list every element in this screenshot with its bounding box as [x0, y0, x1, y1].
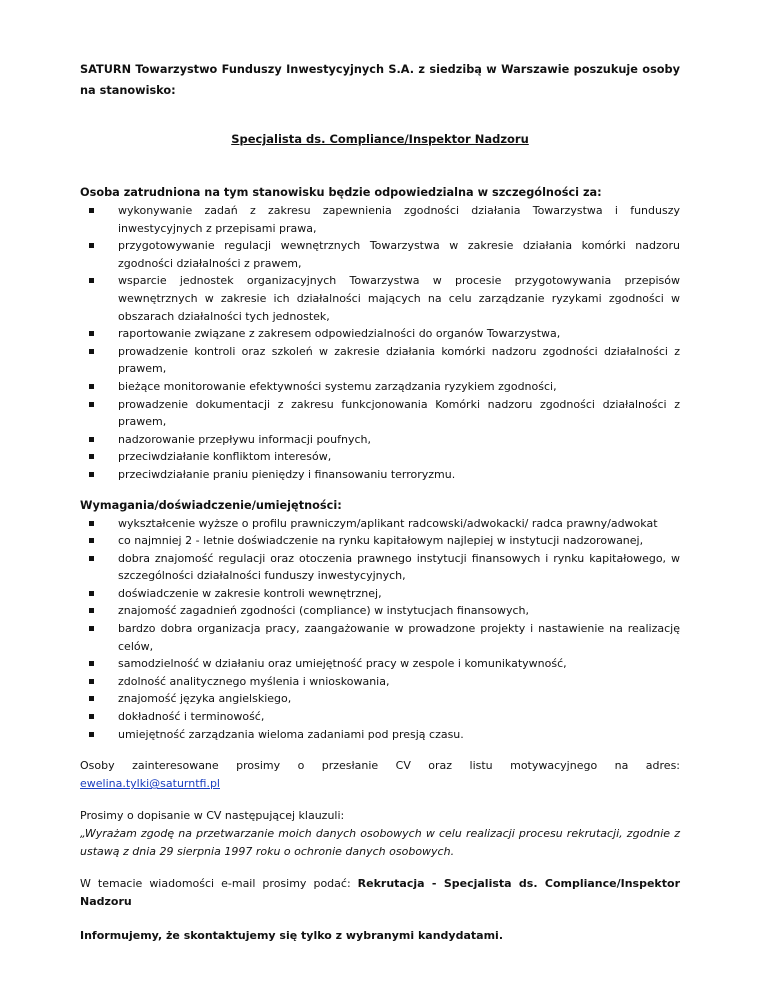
square-bullet-icon — [89, 679, 94, 684]
clause-quote: „Wyrażam zgodę na przetwarzanie moich danych osobowych w celu realizacji procesu rekrutacji, zgodnie z ustawą z dnia 29 sierpnia 1997 roku o ochronie danych osobowych. — [80, 827, 680, 859]
square-bullet-icon — [89, 278, 94, 283]
square-bullet-icon — [89, 556, 94, 561]
square-bullet-icon — [89, 349, 94, 354]
subject-prefix: W temacie wiadomości e-mail prosimy podać: — [80, 877, 351, 891]
list-item: znajomość zagadnień zgodności (compliance) w instytucjach finansowych, — [80, 602, 680, 620]
square-bullet-icon — [89, 696, 94, 701]
closing-note: Informujemy, że skontaktujemy się tylko z wybranymi kandydatami. — [80, 929, 503, 943]
list-item: prowadzenie kontroli oraz szkoleń w zakresie działania komórki nadzoru zgodności działalności z prawem, — [80, 343, 680, 378]
square-bullet-icon — [89, 714, 94, 719]
list-item: wykonywanie zadań z zakresu zapewnienia zgodności działania Towarzystwa i funduszy inwestycyjnych z przepisami prawa, — [80, 202, 680, 237]
list-item: przeciwdziałanie konfliktom interesów, — [80, 448, 680, 466]
contact-email-link[interactable]: ewelina.tylki@saturntfi.pl — [80, 777, 220, 791]
responsibilities-list — [80, 202, 680, 484]
square-bullet-icon — [89, 538, 94, 543]
intro-paragraph: SATURN Towarzystwo Funduszy Inwestycyjnych S.A. z siedzibą w Warszawie poszukuje osoby na stanowisko: — [80, 63, 680, 97]
square-bullet-icon — [89, 626, 94, 631]
square-bullet-icon — [89, 454, 94, 459]
contact-email-line — [80, 775, 680, 793]
contact-text: Osoby zainteresowane prosimy o przesłanie CV oraz listu motywacyjnego na adres: — [80, 759, 680, 773]
subject-value: Rekrutacja - Specjalista ds. Compliance/Inspektor Nadzoru — [80, 877, 680, 909]
list-item: przygotowywanie regulacji wewnętrznych Towarzystwa w zakresie działania komórki nadzoru zgodności działalności z prawem, — [80, 237, 680, 272]
list-item: prowadzenie dokumentacji z zakresu funkcjonowania Komórki nadzoru zgodności działalności z prawem, — [80, 396, 680, 431]
square-bullet-icon — [89, 437, 94, 442]
list-item: bieżące monitorowanie efektywności systemu zarządzania ryzykiem zgodności, — [80, 378, 680, 396]
list-item: wsparcie jednostek organizacyjnych Towarzystwa w procesie przygotowywania przepisów wewnętrznych w zakresie ich działalności mających na celu zarządzanie ryzykami zgodności w obszarach działalności tych jednostek, — [80, 272, 680, 325]
square-bullet-icon — [89, 243, 94, 248]
list-item: co najmniej 2 - letnie doświadczenie na rynku kapitałowym najlepiej w instytucji nadzorowanej, — [80, 532, 680, 550]
list-item: dobra znajomość regulacji oraz otoczenia prawnego instytucji finansowych i rynku kapitałowego, w szczególności działalności funduszy inwestycyjnych, — [80, 550, 680, 585]
requirements-heading: Wymagania/doświadczenie/umiejętności: — [80, 498, 342, 512]
list-item: samodzielność w działaniu oraz umiejętność pracy w zespole i komunikatywność, — [80, 655, 680, 673]
list-item: nadzorowanie przepływu informacji poufnych, — [80, 431, 680, 449]
square-bullet-icon — [89, 591, 94, 596]
subject-paragraph — [80, 875, 680, 911]
clause-section — [80, 807, 680, 861]
square-bullet-icon — [89, 521, 94, 526]
clause-intro: Prosimy o dopisanie w CV następującej klauzuli: — [80, 809, 345, 823]
job-title: Specjalista ds. Compliance/Inspektor Nadzoru — [231, 132, 529, 146]
list-item: umiejętność zarządzania wieloma zadaniami pod presją czasu. — [80, 726, 680, 744]
square-bullet-icon — [89, 331, 94, 336]
list-item: dokładność i terminowość, — [80, 708, 680, 726]
list-item: raportowanie związane z zakresem odpowiedzialności do organów Towarzystwa, — [80, 325, 680, 343]
list-item: przeciwdziałanie praniu pieniędzy i finansowaniu terroryzmu. — [80, 466, 680, 484]
list-item: bardzo dobra organizacja pracy, zaangażowanie w prowadzone projekty i nastawienie na realizację celów, — [80, 620, 680, 655]
responsibilities-heading: Osoba zatrudniona na tym stanowisku będzie odpowiedzialna w szczególności za: — [80, 186, 602, 199]
square-bullet-icon — [89, 608, 94, 613]
list-item: doświadczenie w zakresie kontroli wewnętrznej, — [80, 585, 680, 603]
square-bullet-icon — [89, 732, 94, 737]
square-bullet-icon — [89, 402, 94, 407]
list-item: zdolność analitycznego myślenia i wnioskowania, — [80, 673, 680, 691]
requirements-list — [80, 515, 680, 744]
square-bullet-icon — [89, 472, 94, 477]
square-bullet-icon — [89, 384, 94, 389]
square-bullet-icon — [89, 661, 94, 666]
square-bullet-icon — [89, 208, 94, 213]
list-item: wykształcenie wyższe o profilu prawniczym/aplikant radcowski/adwokacki/ radca prawny/adwokat — [80, 515, 680, 533]
document-page — [80, 59, 680, 945]
list-item: znajomość języka angielskiego, — [80, 690, 680, 708]
